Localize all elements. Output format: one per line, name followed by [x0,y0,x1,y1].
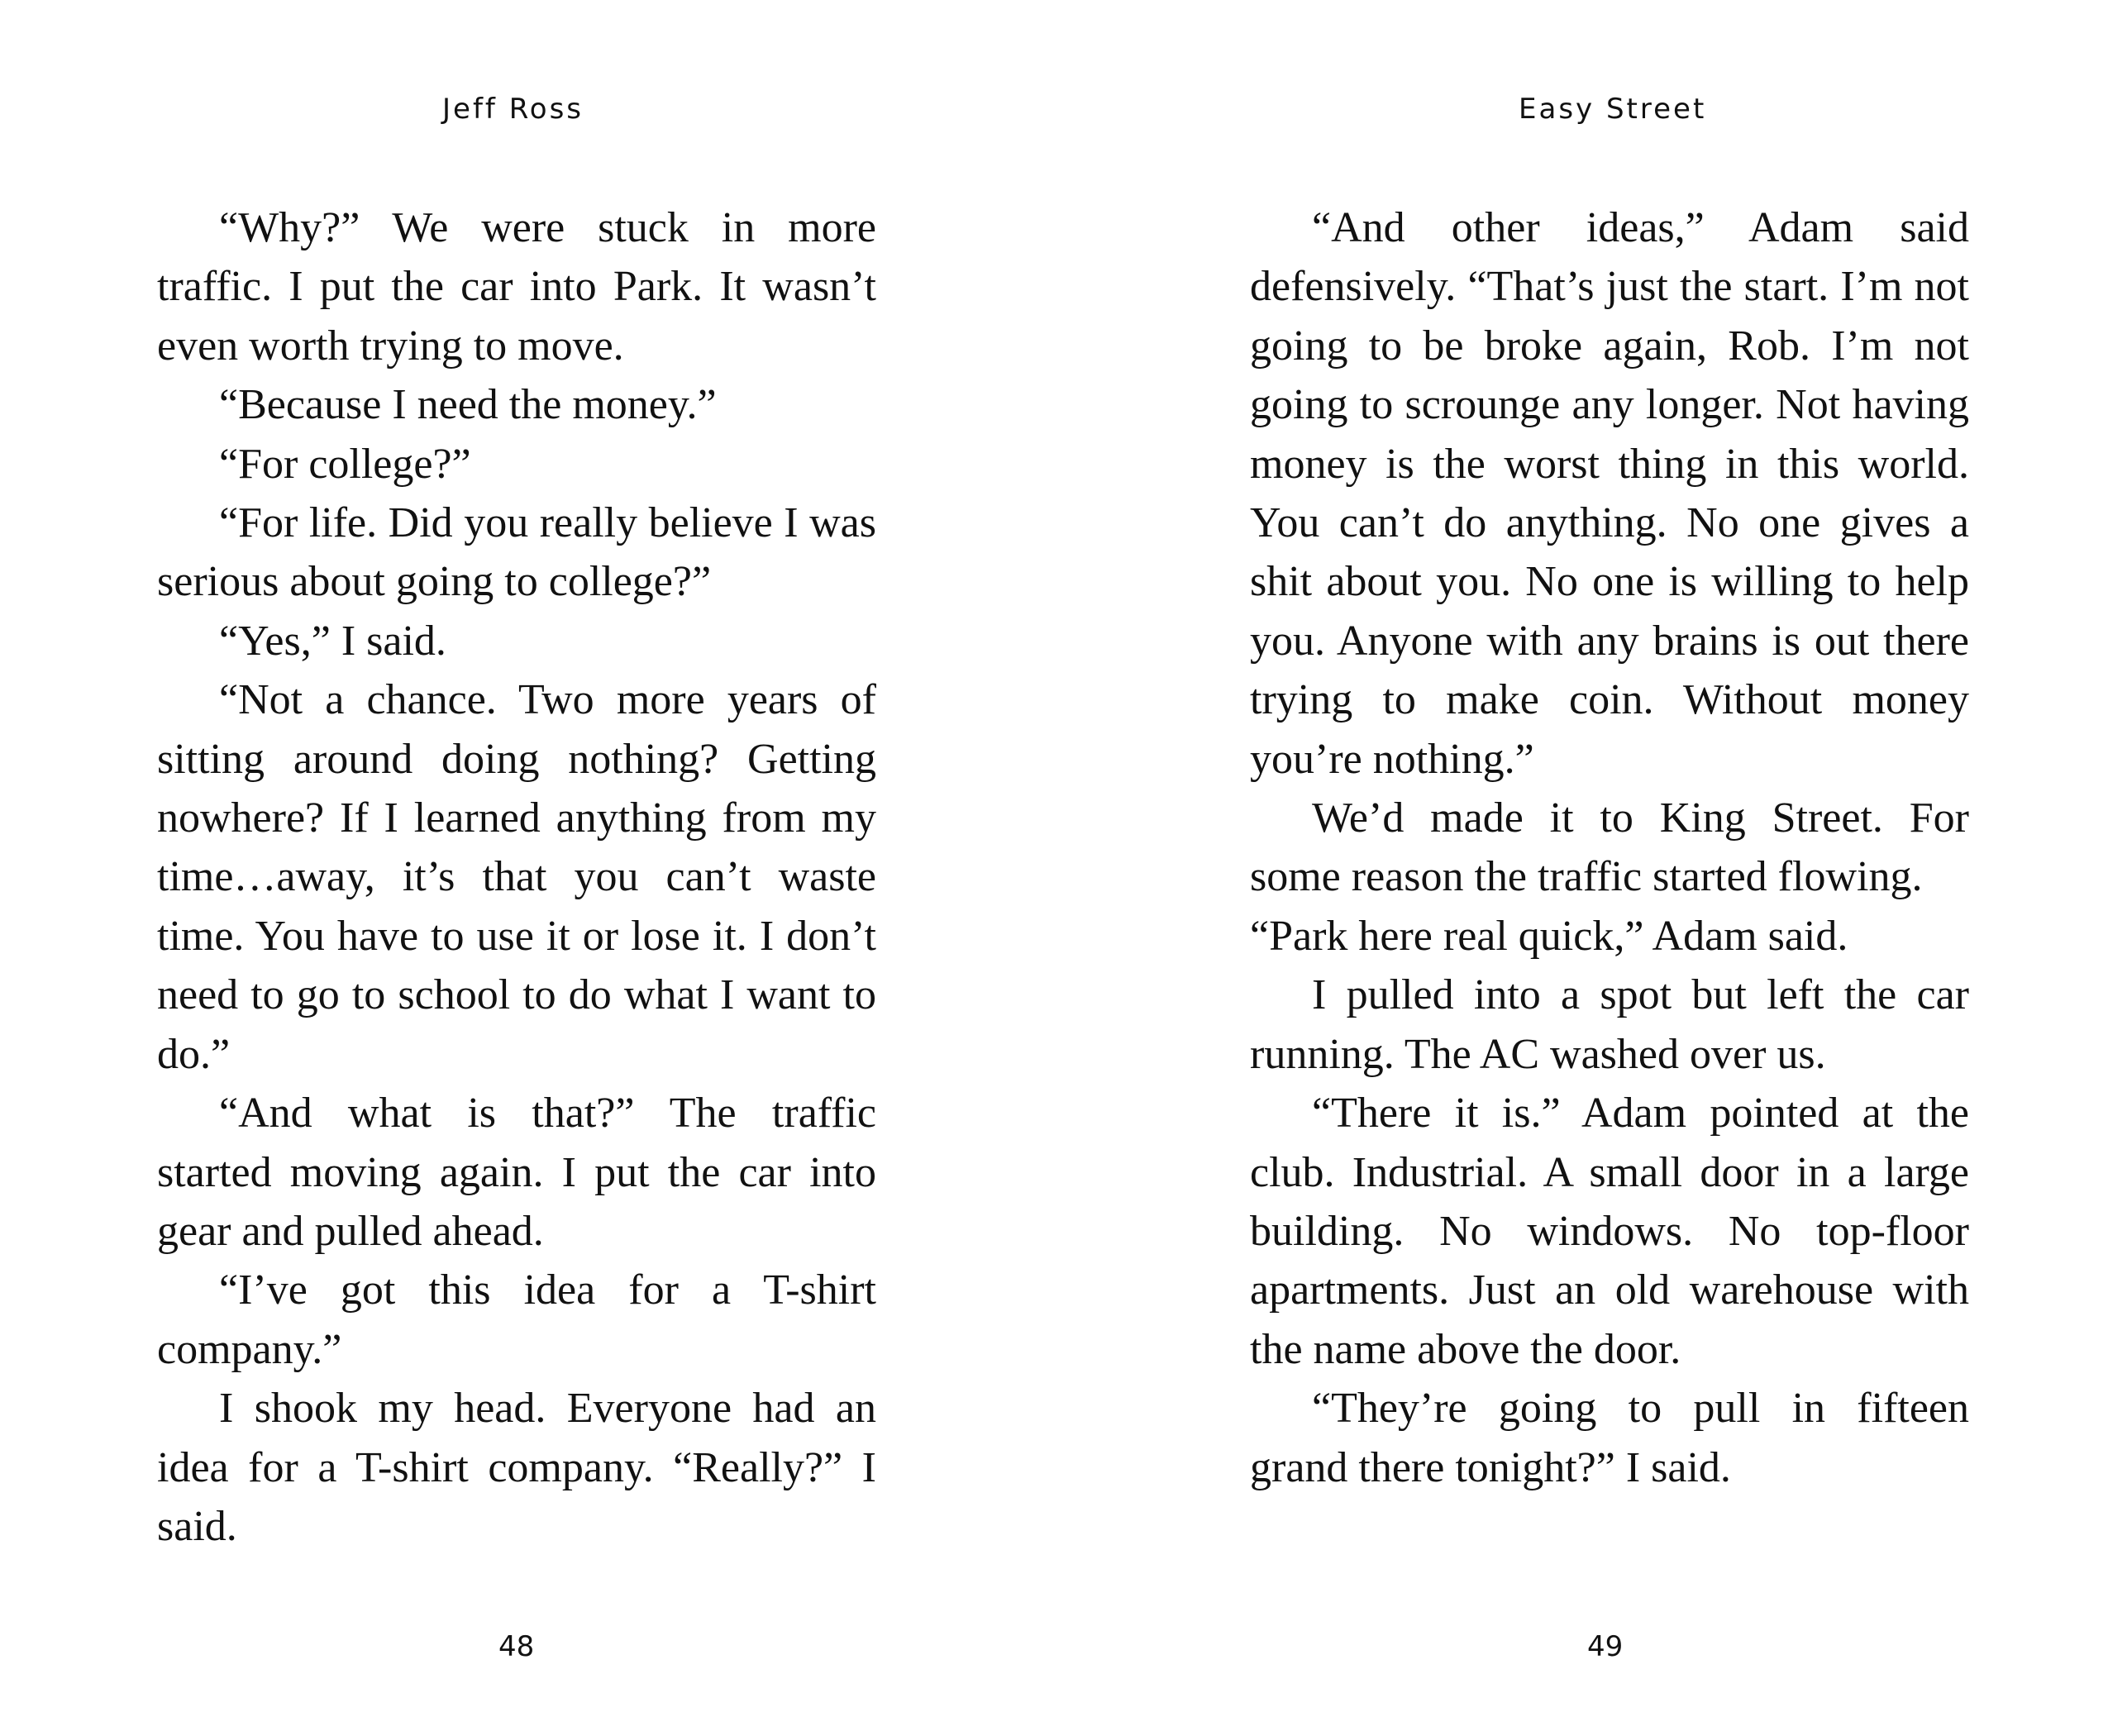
page-number: 49 [1587,1630,1624,1663]
paragraph: “They’re going to pull in fifteen grand there tonight?” I said. [1250,1385,1969,1491]
paragraph: I pulled into a spot but left the car running. The AC washed over us. [1250,971,1969,1078]
paragraph: “Yes,” I said. [219,617,446,665]
paragraph: “For college?” [219,440,471,488]
paragraph: “And what is that?” The traffic started moving again. I put the car into gear and pulled ahead. [157,1090,876,1255]
right-page [1054,0,2108,1736]
paragraph: “For life. Did you really believe I was serious about going to college?” [157,499,876,606]
paragraph: I shook my head. Everyone had an idea for a T-shirt company. “Really?” I said. [157,1385,876,1550]
paragraph: “Park here real quick,” Adam said. [1250,912,1848,960]
paragraph: “Not a chance. Two more years of sitting around doing nothing? Getting nowhere? If I learned anything from my time…away, it’s that you can’t waste time. You have to use it or lose it. I don’t need to go to school to do what I want to do.” [157,676,876,1078]
page-number: 48 [498,1630,535,1663]
body-text-right [1250,198,1969,1497]
running-head-author: Jeff Ross [442,93,584,126]
running-head-title: Easy Street [1519,93,1707,126]
paragraph: “There it is.” Adam pointed at the club. Industrial. A small door in a large building. No windows. No top-floor apartments. Just an old warehouse with the name above the door. [1250,1090,1969,1373]
paragraph: “Because I need the money.” [219,381,717,429]
paragraph: We’d made it to King Street. For some reason the traffic started flowing. [1250,794,1969,901]
paragraph: “I’ve got this idea for a T-shirt company.” [157,1266,876,1373]
body-text-left [157,198,876,1556]
paragraph: “And other ideas,” Adam said defensively. “That’s just the start. I’m not going to be broke again, Rob. I’m not going to scrounge any longer. Not having money is the worst thing in this world. You can’t do anything. No one gives a shit about you. No one is willing to help you. Anyone with any brains is out there trying to make coin. Without money you’re nothing.” [1250,204,1969,783]
paragraph: “Why?” We were stuck in more traffic. I put the car into Park. It wasn’t even worth trying to move. [157,204,876,370]
